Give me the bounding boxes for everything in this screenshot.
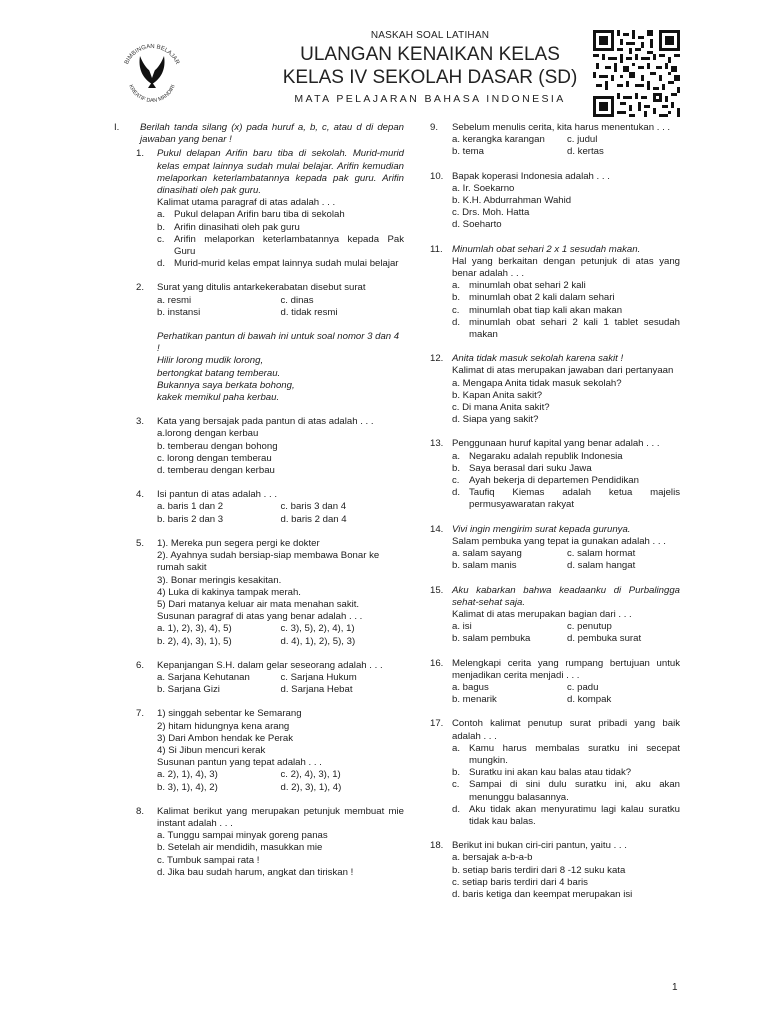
option-d: d. salam hangat xyxy=(567,560,636,572)
question-6 xyxy=(136,660,404,697)
question-number: 1. xyxy=(136,148,145,160)
logo-bottom-text: KREATIF DAN MANDIRI xyxy=(127,84,177,105)
option-b: b. menarik xyxy=(452,694,497,706)
question-text: Surat yang ditulis antarkekerabatan disebut surat xyxy=(157,282,366,294)
option-c: c. Tumbuk sampai rata ! xyxy=(157,854,260,866)
question-text: Kalimat di atas merupakan jawaban dari pertanyaan xyxy=(452,365,674,377)
question-number: 16. xyxy=(430,657,444,669)
pantun-line: Hilir lorong mudik lorong, xyxy=(157,355,264,367)
option-a: a. bersajak a-b-a-b xyxy=(452,852,533,864)
logo-top-text: BIMBINGAN BELAJAR xyxy=(124,43,180,66)
option-d: d. Siapa yang sakit? xyxy=(452,414,539,426)
question-7 xyxy=(136,708,404,793)
statement-line: 3) Dari Ambon hendak ke Perak xyxy=(157,732,293,744)
option-c: c. dinas xyxy=(280,294,314,306)
option-d: d. Soeharto xyxy=(452,219,502,231)
option-c: c. 2), 4), 3), 1) xyxy=(280,769,341,781)
question-text: Melengkapi cerita yang rumpang bertujuan untuk menjadikan cerita menjadi . . . xyxy=(452,657,680,681)
option-d: d. minumlah obat sehari 2 kali 1 tablet sesudah makan xyxy=(452,316,680,341)
question-14 xyxy=(430,524,680,573)
pantun-intro: Perhatikan pantun di bawah ini untuk soal nomor 3 dan 4 ! xyxy=(157,331,400,355)
question-16 xyxy=(430,658,680,707)
question-number: 10. xyxy=(430,170,444,182)
question-text: Berikut ini bukan ciri-ciri pantun, yaitu . . . xyxy=(452,840,627,852)
statement-line: 4) Luka di kakinya tampak merah. xyxy=(157,586,301,598)
options-grid xyxy=(157,672,404,696)
option-d: d. baris 2 dan 4 xyxy=(280,513,347,525)
right-column xyxy=(430,122,680,913)
option-c: c. minumlah obat tiap kali akan makan xyxy=(452,304,623,316)
question-number: 7. xyxy=(136,708,145,720)
statement-line: 4) Si Jibun mencuri kerak xyxy=(157,744,266,756)
question-text: Sebelum menulis cerita, kita harus menentukan . . . xyxy=(452,122,671,133)
option-d: d. tidak resmi xyxy=(280,306,338,318)
question-17 xyxy=(430,718,680,828)
option-d: d. kompak xyxy=(567,694,612,706)
question-11 xyxy=(430,244,680,342)
options-grid xyxy=(452,682,680,706)
option-d: d. 4), 1), 2), 5), 3) xyxy=(280,635,356,647)
question-number: 4. xyxy=(136,489,145,501)
question-statement: Aku kabarkan bahwa keadaanku di Purbalingga sehat-sehat saja. xyxy=(452,584,680,608)
option-d: d. baris ketiga dan keempat merupakan isi xyxy=(452,888,633,900)
question-paragraph: Pukul delapan Arifin baru tiba di sekolah. Murid-murid kelas empat lainnya sudah mulai belajar. Arifin kemudian melaporkan keterlambatannya kepada pak guru. Arifin dinasihati oleh pak guru. xyxy=(157,148,404,197)
options-grid xyxy=(452,621,680,645)
exam-label: NASKAH SOAL LATIHAN xyxy=(370,30,490,41)
options-grid xyxy=(157,623,404,647)
page-number: 1 xyxy=(672,982,678,993)
option-c: c. Sarjana Hukum xyxy=(280,671,357,683)
question-text: Kata yang bersajak pada pantun di atas adalah . . . xyxy=(157,416,374,428)
question-text: Kepanjangan S.H. dalam gelar seseorang adalah . . . xyxy=(157,659,383,671)
option-a: a. Ir. Soekarno xyxy=(452,182,515,194)
option-a: a. Mengapa Anita tidak masuk sekolah? xyxy=(452,377,622,389)
option-a: a. kerangka karangan xyxy=(452,134,545,146)
option-a: a. Pukul delapan Arifin baru tiba di sekolah xyxy=(157,209,345,221)
question-4 xyxy=(136,489,404,526)
exam-subject: MATA PELAJARAN BAHASA INDONESIA xyxy=(294,93,566,105)
option-b: b. K.H. Abdurrahman Wahid xyxy=(452,195,572,207)
pantun-line: bertongkat batang temberau. xyxy=(157,367,281,379)
options-grid xyxy=(157,295,404,319)
option-c: c. Drs. Moh. Hatta xyxy=(452,207,530,219)
question-1 xyxy=(136,148,404,270)
option-c: c. Ayah bekerja di departemen Pendidikan xyxy=(452,475,639,487)
option-a: a. Tunggu sampai minyak goreng panas xyxy=(157,830,328,842)
option-a: a. Kamu harus membalas suratku ini secepat mungkin. xyxy=(452,742,680,766)
option-c: c. lorong dengan temberau xyxy=(157,452,272,464)
option-b: b. temberau dengan bohong xyxy=(157,440,278,452)
question-text: Kalimat berikut yang merupakan petunjuk membuat mie instant adalah . . . xyxy=(157,805,404,829)
question-5 xyxy=(136,538,404,648)
question-text: Susunan pantun yang tepat adalah . . . xyxy=(157,757,322,769)
question-statement: Anita tidak masuk sekolah karena sakit ! xyxy=(452,353,624,365)
question-text: Salam pembuka yang tepat ia gunakan adalah . . . xyxy=(452,535,666,547)
question-text: Isi pantun di atas adalah . . . xyxy=(157,489,278,501)
option-b: b. setiap baris terdiri dari 8 -12 suku kata xyxy=(452,864,626,876)
statement-line: 3). Bonar meringis kesakitan. xyxy=(157,574,282,586)
question-10 xyxy=(430,171,680,232)
option-c: c. padu xyxy=(567,681,599,693)
qr-code-icon xyxy=(593,30,680,117)
option-d: d. kertas xyxy=(567,146,604,158)
option-b: b. baris 2 dan 3 xyxy=(157,513,224,525)
options-grid xyxy=(157,769,404,793)
option-d: d. Murid-murid kelas empat lainnya sudah mulai belajar xyxy=(157,258,399,270)
option-a: a. Negaraku adalah republik Indonesia xyxy=(452,450,623,462)
question-text: Susunan paragraf di atas yang benar adalah . . . xyxy=(157,611,363,623)
option-d: d. Aku tidak akan menyuratimu lagi kalau suratku tidak kau balas. xyxy=(452,803,680,827)
option-c: c. penutup xyxy=(567,621,612,633)
question-text: Contoh kalimat penutup surat pribadi yang baik adalah . . . xyxy=(452,718,680,742)
option-d: d. Jika bau sudah harum, angkat dan tiriskan ! xyxy=(157,866,354,878)
pantun-line: kakek memikul paha kerbau. xyxy=(157,392,280,404)
statement-line: 2). Ayahnya sudah bersiap-siap membawa Bonar ke rumah sakit xyxy=(157,550,380,574)
exam-title: ULANGAN KENAIKAN KELAS xyxy=(300,44,560,65)
option-d: d. 2), 3), 1), 4) xyxy=(280,781,342,793)
bimbingan-belajar-logo xyxy=(118,38,186,106)
question-12 xyxy=(430,353,680,426)
option-b: b. minumlah obat 2 kali dalam sehari xyxy=(452,292,615,304)
option-c: c. 3), 5), 2), 4), 1) xyxy=(280,623,355,635)
option-c: c. baris 3 dan 4 xyxy=(280,501,347,513)
options-grid xyxy=(157,501,404,525)
question-text: Kalimat utama paragraf di atas adalah . . . xyxy=(157,197,336,209)
question-15 xyxy=(430,585,680,646)
question-number: 18. xyxy=(430,840,444,852)
svg-text:BIMBINGAN BELAJAR xyxy=(124,44,180,66)
question-number: 9. xyxy=(430,122,439,133)
option-c: c. Sampai di sini dulu suratku ini, aku akan menunggu balasannya. xyxy=(452,779,680,803)
option-c: c. judul xyxy=(567,134,598,146)
option-d: d. temberau dengan kerbau xyxy=(157,465,275,477)
question-13 xyxy=(430,438,680,511)
option-b: b. salam pembuka xyxy=(452,633,531,645)
question-number: 12. xyxy=(430,353,444,365)
statement-line: 2) hitam hidungnya kena arang xyxy=(157,720,290,732)
option-b: b. salam manis xyxy=(452,560,517,572)
question-2 xyxy=(136,282,404,404)
option-b: b. Sarjana Gizi xyxy=(157,684,220,696)
question-number: 17. xyxy=(430,718,444,730)
question-number: 5. xyxy=(136,537,145,549)
question-number: 2. xyxy=(136,282,145,294)
question-text: Hal yang berkaitan dengan petunjuk di atas yang benar adalah . . . xyxy=(452,255,680,280)
options-grid xyxy=(452,548,680,572)
question-18 xyxy=(430,840,680,901)
option-c: c. salam hormat xyxy=(567,548,636,560)
option-b: b. tema xyxy=(452,146,484,158)
question-statement: Vivi ingin mengirim surat kepada gurunya. xyxy=(452,523,631,535)
option-a: a. minumlah obat sehari 2 kali xyxy=(452,280,586,292)
option-b: b. 2), 4), 3), 1), 5) xyxy=(157,635,232,647)
question-text: Penggunaan huruf kapital yang benar adalah . . . xyxy=(452,438,660,450)
option-a: a. isi xyxy=(452,621,472,633)
question-3 xyxy=(136,416,404,477)
question-number: 14. xyxy=(430,523,444,535)
option-b: b. Arifin dinasihati oleh pak guru xyxy=(157,221,300,233)
option-b: b. Kapan Anita sakit? xyxy=(452,389,543,401)
question-text: Kalimat di atas merupakan bagian dari . . . xyxy=(452,608,632,620)
option-b: b. instansi xyxy=(157,306,201,318)
option-c: c. setiap baris terdiri dari 4 baris xyxy=(452,876,588,888)
question-text: Bapak koperasi Indonesia adalah . . . xyxy=(452,170,610,182)
question-number: 3. xyxy=(136,416,145,428)
instruction-text: Berilah tanda silang (x) pada huruf a, b, c, atau d di depan jawaban yang benar ! xyxy=(140,122,404,146)
option-d: d. Taufiq Kiemas adalah ketua majelis permusyawaratan rakyat xyxy=(452,487,680,511)
option-b: b. 3), 1), 4), 2) xyxy=(157,781,218,793)
exam-class: KELAS IV SEKOLAH DASAR (SD) xyxy=(282,67,578,88)
option-a: a. 2), 1), 4), 3) xyxy=(157,769,218,781)
option-a: a.lorong dengan kerbau xyxy=(157,428,259,440)
statement-line: 1) singgah sebentar ke Semarang xyxy=(157,708,302,720)
option-d: d. Sarjana Hebat xyxy=(280,684,353,696)
section-number: I. xyxy=(114,122,120,133)
question-number: 8. xyxy=(136,805,145,817)
left-column xyxy=(114,122,404,891)
question-number: 6. xyxy=(136,659,145,671)
option-d: d. pembuka surat xyxy=(567,633,642,645)
question-number: 13. xyxy=(430,438,444,450)
document-header xyxy=(0,0,768,118)
statement-line: 5) Dari matanya keluar air mata menahan sakit. xyxy=(157,598,360,610)
question-8 xyxy=(136,806,404,879)
option-a: a. Sarjana Kehutanan xyxy=(157,671,250,683)
pantun-line: Bukannya saya berkata bohong, xyxy=(157,379,295,391)
option-a: a. baris 1 dan 2 xyxy=(157,501,224,513)
options-grid xyxy=(452,134,680,158)
option-b: b. Saya berasal dari suku Jawa xyxy=(452,462,592,474)
question-number: 11. xyxy=(430,243,443,255)
option-c: c. Arifin melaporkan keterlambatannya kepada Pak Guru xyxy=(157,233,404,258)
question-statement: Minumlah obat sehari 2 x 1 sesudah makan. xyxy=(452,243,641,255)
option-a: a. 1), 2), 3), 4), 5) xyxy=(157,623,232,635)
option-b: b. Suratku ini akan kau balas atau tidak? xyxy=(452,767,632,779)
question-9 xyxy=(430,122,680,159)
option-c: c. Di mana Anita sakit? xyxy=(452,402,550,414)
option-a: a. bagus xyxy=(452,681,489,693)
option-a: a. resmi xyxy=(157,294,192,306)
option-a: a. salam sayang xyxy=(452,548,522,560)
option-b: b. Setelah air mendidih, masukkan mie xyxy=(157,842,323,854)
question-number: 15. xyxy=(430,584,444,596)
section-instruction xyxy=(114,122,404,146)
statement-line: 1). Mereka pun segera pergi ke dokter xyxy=(157,537,320,549)
